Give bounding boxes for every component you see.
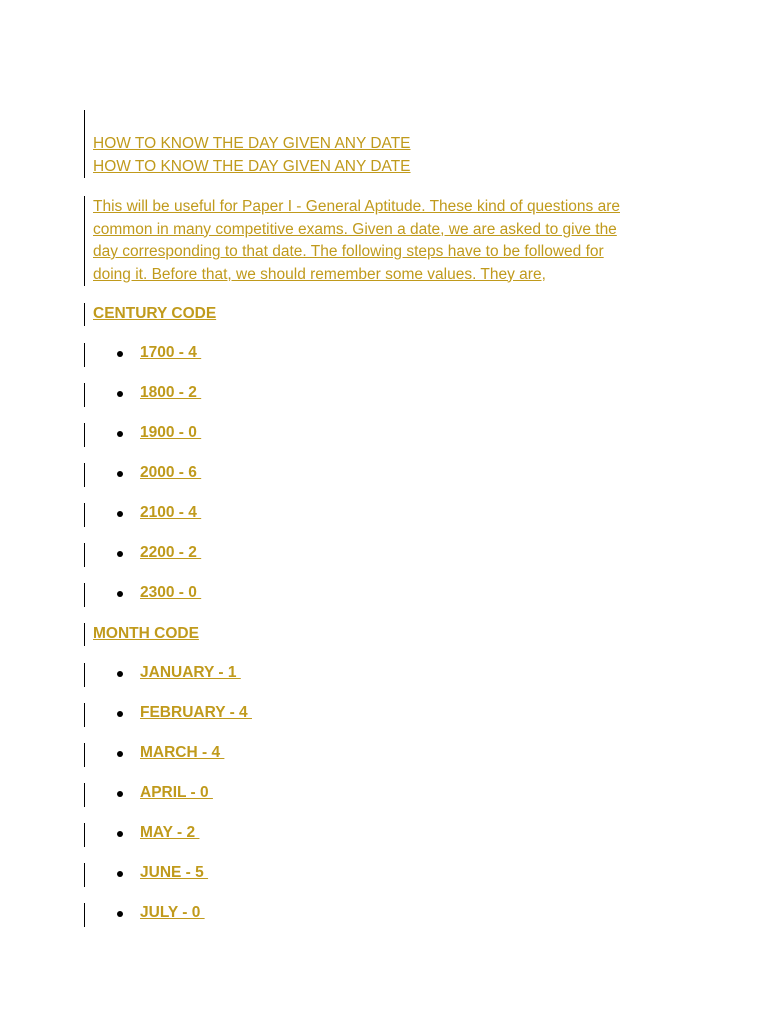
bullet-icon (117, 911, 123, 917)
title-link-2[interactable]: HOW TO KNOW THE DAY GIVEN ANY DATE (93, 157, 411, 175)
month-code-february[interactable]: FEBRUARY - 4 (140, 704, 252, 721)
month-code-heading[interactable]: MONTH CODE (93, 625, 199, 642)
month-code-july[interactable]: JULY - 0 (140, 904, 205, 921)
century-code-1700[interactable]: 1700 - 4 (140, 344, 202, 361)
list-item (84, 583, 202, 607)
list-item (84, 743, 225, 767)
list-item (84, 663, 241, 687)
month-code-march[interactable]: MARCH - 4 (140, 744, 225, 761)
list-item (84, 703, 252, 727)
intro-line-3[interactable]: day corresponding to that date. The following steps have to be followed for (93, 243, 604, 260)
list-item (84, 423, 202, 447)
list-item (84, 503, 202, 527)
century-code-2300[interactable]: 2300 - 0 (140, 584, 202, 601)
bullet-icon (117, 431, 123, 437)
bullet-icon (117, 671, 123, 677)
century-code-1800[interactable]: 1800 - 2 (140, 384, 202, 401)
bullet-icon (117, 551, 123, 557)
list-item (84, 863, 209, 887)
intro-line-2[interactable]: common in many competitive exams. Given a date, we are asked to give the (93, 220, 617, 238)
bullet-icon (117, 751, 123, 757)
bullet-icon (117, 711, 123, 717)
list-item (84, 823, 200, 847)
bullet-icon (117, 831, 123, 837)
month-code-heading-block (84, 623, 199, 646)
century-code-2100[interactable]: 2100 - 4 (140, 504, 202, 521)
month-code-april[interactable]: APRIL - 0 (140, 784, 213, 801)
list-item (84, 343, 202, 367)
bullet-icon (117, 791, 123, 797)
list-item (84, 383, 202, 407)
intro-line-4[interactable]: doing it. Before that, we should remember some values. They are, (93, 265, 546, 283)
month-code-may[interactable]: MAY - 2 (140, 824, 200, 841)
century-code-heading-block (84, 303, 216, 326)
bullet-icon (117, 871, 123, 877)
month-code-january[interactable]: JANUARY - 1 (140, 664, 241, 681)
title-block (84, 110, 411, 178)
century-code-2000[interactable]: 2000 - 6 (140, 464, 202, 481)
century-code-heading[interactable]: CENTURY CODE (93, 305, 217, 322)
century-code-2200[interactable]: 2200 - 2 (140, 544, 202, 561)
list-item (84, 783, 213, 807)
list-item (84, 903, 205, 927)
month-code-june[interactable]: JUNE - 5 (140, 864, 209, 881)
bullet-icon (117, 511, 123, 517)
intro-paragraph (84, 196, 683, 286)
title-link-1[interactable]: HOW TO KNOW THE DAY GIVEN ANY DATE (93, 135, 411, 152)
bullet-icon (117, 471, 123, 477)
bullet-icon (117, 591, 123, 597)
list-item (84, 463, 202, 487)
bullet-icon (117, 351, 123, 357)
century-code-1900[interactable]: 1900 - 0 (140, 424, 202, 441)
list-item (84, 543, 202, 567)
intro-line-1[interactable]: This will be useful for Paper I - General Aptitude. These kind of questions are (93, 198, 620, 215)
bullet-icon (117, 391, 123, 397)
